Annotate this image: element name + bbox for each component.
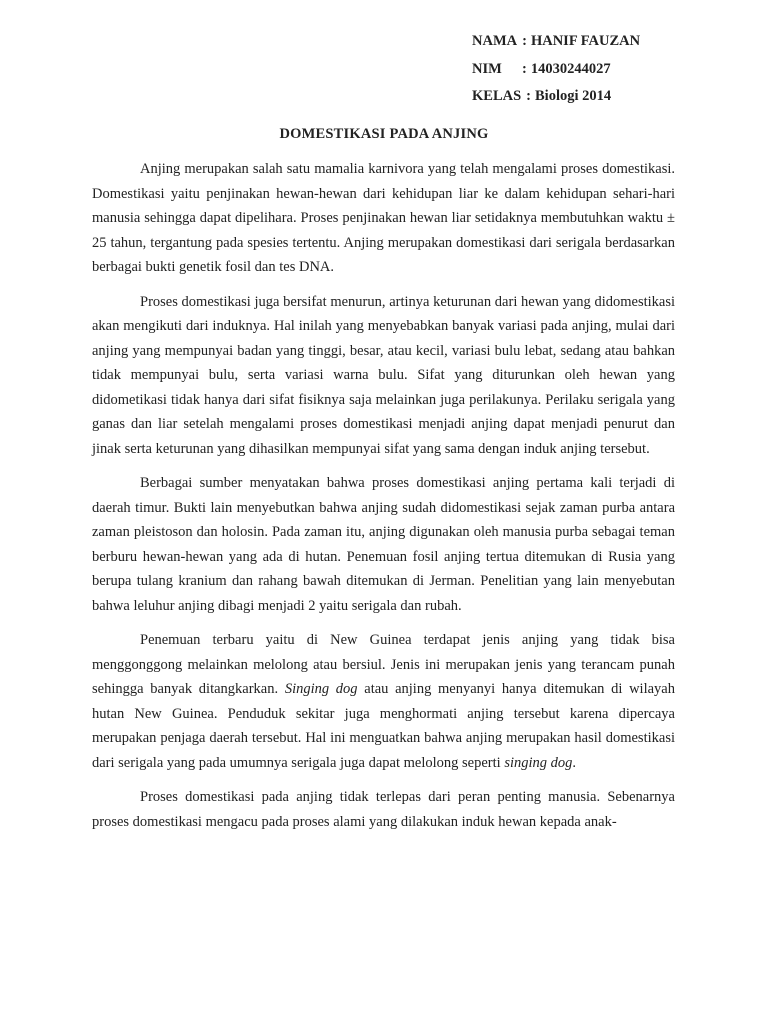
nim-label: NIM <box>472 60 502 77</box>
nama-value: HANIF FAUZAN <box>530 33 641 49</box>
paragraph-5: Proses domestikasi pada anjing tidak terlepas dari peran penting manusia. Sebenarnya proses domestikasi mengacu pada proses alami yang dilakukan induk hewan kepada anak- <box>92 789 675 830</box>
paragraph-4 <box>92 628 675 775</box>
singing-dog-term: Singing dog <box>284 681 358 697</box>
paragraph-1: Anjing merupakan salah satu mamalia karnivora yang telah mengalami proses domestikasi. Domestikasi yaitu penjinakan hewan-hewan dari kehidupan liar ke dalam kehidupan sehari-hari manusia sehingga dapat dipelihara. Proses penjinakan hewan liar setidaknya membutuhkan waktu ± 25 tahun, tergantung pada spesies tertentu. Anjing merupakan domestikasi dari serigala berdasarkan berbagai bukti genetik fosil dan tes DNA. <box>92 161 675 275</box>
identity-block <box>472 28 640 111</box>
nama-label: NAMA <box>472 33 518 49</box>
nim-row: NIM : 14030244027 <box>472 56 640 84</box>
paragraph-4-part-c: . <box>572 754 577 771</box>
nama-row: NAMA : HANIF FAUZAN <box>472 28 640 56</box>
paragraph-3: Berbagai sumber menyatakan bahwa proses domestikasi anjing pertama kali terjadi di daerah timur. Bukti lain menyebutkan bahwa anjing sudah didomestikasi sejak zaman purba antara zaman pleistoson dan holosin. Pada zaman itu, anjing digunakan oleh manusia purba sebagai teman berburu hewan-hewan yang ada di hutan. Penemuan fosil anjing tertua ditemukan di Rusia yang berupa tulang kranium dan rahang bawah ditemukan di Jerman. Penelitian yang lain menyebutan bahwa leluhur anjing dibagi menjadi 2 yaitu serigala dan rubah. <box>92 475 675 614</box>
singing-dog-term-2: singing dog <box>504 754 573 771</box>
paragraph-4-part-b: atau anjing menyanyi hanya ditemukan di wilayah hutan New Guinea. Penduduk sekitar juga menghormati anjing tersebut karena dipercaya merupakan penjaga daerah tersebut. Hal ini menguatkan bahwa anjing merupakan hasil domestikasi dari serigala yang pada umumnya serigala juga dapat melolong seperti <box>92 681 675 771</box>
document-body <box>92 157 675 844</box>
kelas-label: KELAS <box>472 88 522 104</box>
paragraph-4-part-a: Penemuan terbaru yaitu di New Guinea terdapat jenis anjing yang tidak bisa menggonggong melainkan melolong atau bersiul. Jenis ini merupakan jenis yang terancam punah sehingga banyak ditangkarkan. <box>92 632 675 697</box>
nim-value: 14030244027 <box>530 60 611 77</box>
document-title: DOMESTIKASI PADA ANJING <box>279 126 489 142</box>
kelas-row: KELAS : Biologi 2014 <box>472 83 640 111</box>
kelas-value: Biologi 2014 <box>535 88 612 104</box>
paragraph-2: Proses domestikasi juga bersifat menurun, artinya keturunan dari hewan yang didomestikasi akan mengikuti dari induknya. Hal inilah yang menyebabkan banyak variasi pada anjing, mulai dari anjing yang mempunyai badan yang tinggi, besar, atau kecil, variasi bulu lebat, sedang atau bahkan tidak mempunyai bulu, serta variasi warna bulu. Sifat yang diturunkan oleh hewan yang didometikasi tidak hanya dari sifat fisiknya saja melainkan juga perilakunya. Perilaku serigala yang ganas dan liar setelah mengalami proses domestikasi menjadi anjing dapat menjadi penurut dan jinak serta keturunan yang dihasilkan mempunyai sifat yang sama dengan induk anjing tersebut. <box>92 293 675 457</box>
